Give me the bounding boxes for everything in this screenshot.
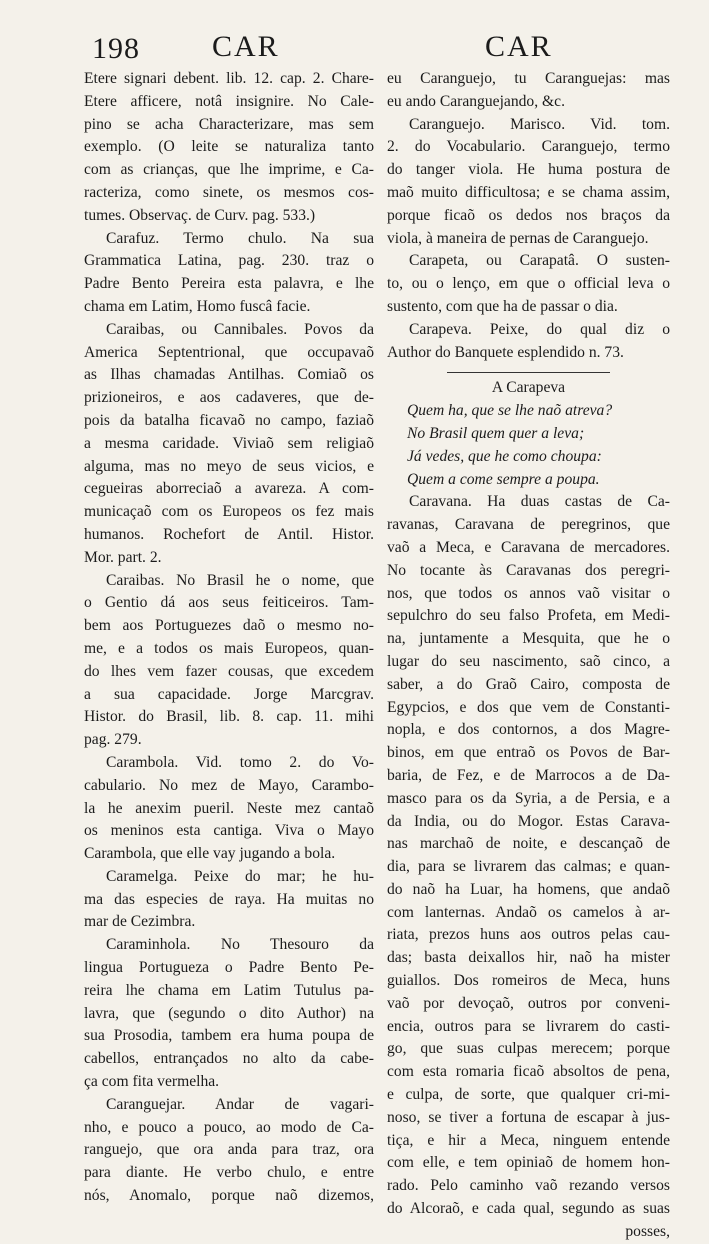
text-line: ça com fita vermelha. — [84, 1073, 220, 1091]
text-line: baria, de Fez, e de Marrocos a de Da- — [387, 766, 670, 784]
right-column — [387, 68, 670, 1244]
text-line: o Gentio dá aos seus feiticeiros. Tam- — [84, 594, 374, 612]
text-line: Egypcios, e dos que vem de Constanti- — [387, 698, 670, 716]
text-line: tiça, e hir a Meca, ninguem entende — [387, 1131, 670, 1149]
text-line: Caraibas. No Brasil he o nome, que — [106, 571, 374, 589]
text-line: a sua capacidade. Jorge Marcgrav. — [84, 685, 374, 703]
text-line: 2. do Vocabulario. Caranguejo, termo — [387, 138, 670, 156]
text-line: ranguejo, que ora anda para traz, ora — [84, 1141, 374, 1159]
text-line: Author do Banquete esplendido n. 73. — [387, 343, 624, 361]
text-line: humanos. Rochefort de Antil. Histor. — [84, 525, 374, 543]
text-line: Caramelga. Peixe do mar; he hu- — [106, 867, 374, 885]
text-line: os meninos esta cantiga. Viva o Mayo — [84, 822, 374, 840]
text-line: porque ficaõ os dedos nos braços da — [387, 206, 670, 224]
text-line: com as crianças, que lhe imprime, e Ca- — [84, 161, 374, 179]
text-line: rado. Pelo caminho vaõ rezando versos — [387, 1177, 670, 1195]
text-line: com esta romaria ficaõ absoltos de pena, — [387, 1063, 670, 1081]
text-line: go, que suas culpas merecem; porque — [387, 1040, 670, 1058]
text-line: A Carapeva — [491, 379, 566, 397]
text-line: tumes. Observaç. de Curv. pag. 533.) — [84, 206, 316, 224]
text-line: Caraibas, ou Cannibales. Povos da — [106, 320, 374, 338]
text-line: lavra, que (segundo o dito Author) na — [84, 1004, 374, 1022]
text-line: do lhes vem fazer cousas, que excedem — [84, 662, 374, 680]
running-head-right: CAR — [485, 30, 553, 63]
text-line: nas marchaõ de noite, e descançaõ de — [387, 835, 670, 853]
text-line: com elle, e tem opiniaõ de homem hon- — [387, 1154, 670, 1172]
text-line: encia, outros para se livrarem do casti- — [387, 1017, 670, 1035]
text-line: na, juntamente a Mesquita, que he o — [387, 630, 670, 648]
text-line: Etere afficere, notâ insignire. No Cale- — [84, 92, 374, 110]
text-line: Mor. part. 2. — [84, 548, 162, 566]
divider-rule — [447, 372, 610, 373]
text-line: sustento, com que ha de passar o dia. — [387, 297, 618, 315]
text-line: da India, ou do Mogor. Estas Carava- — [387, 812, 670, 830]
text-line: riata, prezos huns aos outros pelas cau- — [387, 926, 670, 944]
left-column — [84, 68, 374, 1208]
text-line: Caravana. Ha duas castas de Ca- — [409, 493, 670, 511]
text-line: binos, em que entraõ os Povos de Bar- — [387, 744, 670, 762]
text-line: Padre Bento Pereira esta palavra, e lhe — [84, 275, 374, 293]
text-line: saber, a do Graõ Cairo, composta de — [387, 675, 670, 693]
text-line: Caranguejo. Marisco. Vid. tom. — [409, 115, 670, 133]
text-line: nós, Anomalo, porque naõ dizemos, — [84, 1187, 374, 1205]
text-line: Grammatica Latina, pag. 230. traz o — [84, 252, 374, 270]
text-line: me, e a todos os mais Europeos, quan- — [84, 639, 374, 657]
text-line: ma das especies de raya. Ha muitas no — [84, 890, 374, 908]
text-line: a mesma caridade. Viviaõ sem religiaõ — [84, 434, 374, 452]
text-line: eu ando Caranguejando, &c. — [387, 92, 565, 110]
text-line: Carambola, que elle vay jugando a bola. — [84, 845, 336, 863]
text-line: Etere signari debent. lib. 12. cap. 2. Chare- — [84, 70, 374, 87]
text-line: Carafuz. Termo chulo. Na sua — [106, 229, 374, 247]
text-line: No Brasil quem quer a leva; — [407, 424, 585, 442]
text-line: e culpa, de sorte, que qualquer cri-mi- — [387, 1086, 670, 1104]
text-line: posses, — [625, 1222, 670, 1240]
text-line: Já vedes, que he como choupa: — [407, 447, 602, 465]
text-line: noso, se tiver a fortuna de escapar à jus- — [387, 1108, 670, 1126]
text-line: pag. 279. — [84, 731, 142, 749]
text-line: Carapeva. Peixe, do qual diz o — [409, 320, 670, 338]
text-line: la he anexim pueril. Neste mez cantaõ — [84, 799, 374, 817]
text-line: pois da batalha ficavaõ no campo, faziaõ — [84, 411, 374, 429]
text-line: reira lhe chama em Latim Tutulus pa- — [84, 981, 374, 999]
text-line: nho, e pouco a pouco, ao modo de Ca- — [84, 1118, 374, 1136]
text-line: do Alcoraõ, e cada qual, segundo as suas — [387, 1200, 670, 1218]
text-line: guiallos. Dos romeiros de Meca, huns — [387, 972, 670, 990]
text-line: das; basta deixallos hir, naõ ha mister — [387, 949, 670, 967]
text-line: No tocante às Caravanas dos peregri- — [387, 561, 670, 579]
text-line: do naõ ha Luar, ha homens, que andaõ — [387, 880, 670, 898]
text-line: ravanas, Caravana de peregrinos, que — [387, 516, 670, 534]
text-line: Carambola. Vid. tomo 2. do Vo- — [106, 753, 374, 771]
text-line: bem aos Portuguezes daõ o mesmo no- — [84, 617, 374, 635]
text-line: nopla, e dos contornos, a dos Magre- — [387, 721, 670, 739]
text-line: sua Prosodia, tambem era huma poupa de — [84, 1027, 374, 1045]
text-line: lingua Portugueza o Padre Bento Pe- — [84, 959, 374, 977]
text-line: nos, que todos os annos vaõ visitar o — [387, 584, 670, 602]
text-line: para diante. He verbo chulo, e entre — [84, 1164, 374, 1182]
text-line: Carapeta, ou Carapatâ. O susten- — [409, 252, 670, 270]
text-line: lugar do seu nascimento, saõ cinco, a — [387, 652, 670, 670]
text-line: as Ilhas chamadas Antilhas. Comiaõ os — [84, 366, 374, 384]
text-line: exemplo. (O leite se naturaliza tanto — [84, 138, 374, 156]
text-line: Quem ha, que se lhe naõ atreva? — [407, 402, 613, 420]
text-line: vaõ a Meca, e Caravana de mercadores. — [387, 538, 670, 556]
text-line: Histor. do Brasil, lib. 8. cap. 11. mihi — [84, 708, 374, 726]
text-line: com lanternas. Andaõ os camelos à ar- — [387, 903, 670, 921]
text-line: alguma, mas no meyo de seus vicios, e — [84, 457, 374, 475]
text-line: Quem a come sempre a poupa. — [407, 470, 600, 488]
text-line: eu Caranguejo, tu Caranguejas: mas — [387, 70, 670, 87]
text-line: mar de Cezimbra. — [84, 913, 196, 931]
text-line: to, ou o lenço, em que o official leva o — [387, 275, 670, 293]
text-line: racteriza, como sinete, os mesmos cos- — [84, 183, 374, 201]
text-line: viola, à maneira de pernas de Caranguejo. — [387, 229, 649, 247]
text-line: cabellos, entrançados no alto da cabe- — [84, 1050, 374, 1068]
text-line: America Septentrional, que occupavaõ — [84, 343, 374, 361]
text-line: municaçaõ com os Europeos os fez mais — [84, 503, 374, 521]
text-line: cabulario. No mez de Mayo, Carambo- — [84, 776, 374, 794]
text-line: Caranguejar. Andar de vagari- — [106, 1095, 374, 1113]
text-line: Caraminhola. No Thesouro da — [106, 936, 374, 954]
text-line: pino se acha Characterizare, mas sem — [84, 115, 374, 133]
page-number: 198 — [92, 32, 140, 65]
text-line: sepulchro do seu falso Profeta, em Medi- — [387, 607, 670, 625]
text-line: do tanger viola. He huma postura de — [387, 161, 670, 179]
text-line: maõ muito difficultosa; e se chama assim, — [387, 183, 670, 201]
text-line: cegueiras aborreciaõ a avareza. A com- — [84, 480, 374, 498]
running-head-left: CAR — [212, 30, 280, 63]
text-line: dia, para se livrarem das calmas; e quan- — [387, 858, 670, 876]
text-line: masco para os da Syria, a de Persia, e a — [387, 789, 670, 807]
text-line: chama em Latim, Homo fuscâ facie. — [84, 297, 311, 315]
text-line: vaõ por devoçaõ, outros por conveni- — [387, 994, 670, 1012]
text-line: prizioneiros, e aos cadaveres, que de- — [84, 389, 374, 407]
